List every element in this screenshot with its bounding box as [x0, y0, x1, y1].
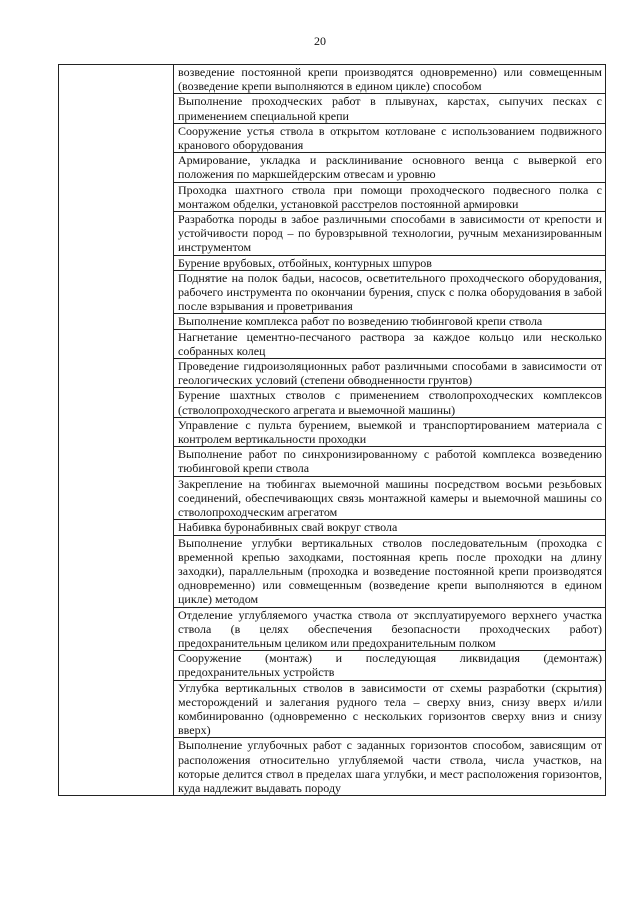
table-cell: [174, 153, 606, 182]
cell-text: Выполнение работ по синхронизированному с работой комплекса возведению тюбинговой крепи ствола: [178, 447, 602, 476]
table-cell: [174, 94, 606, 123]
cell-text: Управление с пульта бурением, выемкой и транспортированием материала с контролем вертикальности проходки: [178, 417, 602, 447]
cell-text: Армирование, укладка и расклинивание основного венца с выверкой его положения по маркшейдерским отвесам и уровню: [178, 153, 602, 182]
table-cell: [174, 314, 606, 329]
cell-text: Разработка породы в забое различными способами в зависимости от крепости и устойчивости пород – по буровзрывной технологии, ручным механизированным инструментом: [178, 212, 602, 255]
table-body: [59, 65, 606, 796]
table-cell: [174, 535, 606, 607]
table-cell: [174, 359, 606, 388]
work-functions-table: [58, 64, 606, 796]
table-cell: [174, 607, 606, 651]
cell-text: Отделение углубляемого участка ствола от эксплуатируемого верхнего участка ствола (в целях обеспечения безопасности проходческих работ) предохранительным целиком или предохранительным полком: [178, 607, 602, 650]
cell-text: Бурение врубовых, отбойных, контурных шпуров: [178, 255, 432, 270]
table-cell: [174, 212, 606, 256]
table-cell: [174, 329, 606, 358]
table-cell: [174, 270, 606, 314]
cell-text: Закрепление на тюбингах выемочной машины посредством восьми резьбовых соединений, обеспечивающих связь монтажной камеры и выемочной машины со стволопроходческим агрегатом: [178, 476, 602, 520]
table-cell: [174, 417, 606, 446]
table-cell: [174, 680, 606, 738]
cell-text: возведение постоянной крепи производятся одновременно) или совмещенным (возведение крепи выполняются в едином цикле) способом: [178, 65, 602, 94]
cell-text: Бурение шахтных стволов с применением стволопроходческих комплексов (стволопроходческого агрегата и выемочной машины): [178, 388, 602, 417]
table-cell: [174, 388, 606, 417]
table-cell: [174, 476, 606, 520]
cell-text: Поднятие на полок бадьи, насосов, осветительного проходческого оборудования, рабочего инструмента по окончании бурения, спуск с полка оборудования в забой после взрывания и проветривания: [178, 270, 602, 314]
table-cell: [174, 123, 606, 152]
cell-text: Сооружение (монтаж) и последующая ликвидация (демонтаж) предохранительных устройств: [178, 651, 602, 680]
cell-text: Углубка вертикальных стволов в зависимости от схемы разработки (скрытия) месторождений и залегания рудного тела – сверху вниз, снизу вверх и/или комбинированно (одновременно с нескольких горизонтов сверху вниз и снизу вверх): [178, 680, 602, 738]
cell-text: Сооружение устья ствола в открытом котловане с использованием подвижного кранового оборудования: [178, 123, 602, 153]
cell-text: Нагнетание цементно-песчаного раствора за каждое кольцо или несколько собранных колец: [178, 329, 602, 358]
cell-text: Выполнение углубки вертикальных стволов последовательным (проходка с временной крепью заходками, постоянная крепь после проходки на длину заходки), параллельным (проходка и возведение постоянной крепи производятся одновременно) или совмещенным (возведение крепи выполняются в едином цикле) методом: [178, 535, 602, 607]
table-cell: [174, 447, 606, 476]
cell-text: Проведение гидроизоляционных работ различными способами в зависимости от геологических условий (степени обводненности грунтов): [178, 359, 602, 388]
table-row: [59, 65, 606, 94]
table-cell: [174, 738, 606, 796]
table-cell: [174, 65, 606, 94]
cell-text: Выполнение комплекса работ по возведению тюбинговой крепи ствола: [178, 314, 543, 329]
cell-text: Проходка шахтного ствола при помощи проходческого подвесного полка с монтажом обделки, установкой расстрелов постоянной армировки: [178, 182, 602, 211]
cell-text: Выполнение углубочных работ с заданных горизонтов способом, зависящим от расположения относительно углубляемой части ствола, числа участков, на которые делится ствол в пределах шага углубки, и мест расположения горизонтов, куда надлежит выдавать породу: [178, 738, 602, 795]
table-cell: [174, 651, 606, 680]
page-number: 20: [314, 34, 326, 48]
cell-text: Выполнение проходческих работ в плывунах, карстах, сыпучих песках с применением специальной крепи: [178, 94, 602, 123]
table-cell: [174, 182, 606, 211]
table-cell: [174, 520, 606, 535]
table-cell: [174, 255, 606, 270]
cell-text: Набивка буронабивных свай вокруг ствола: [178, 520, 398, 535]
left-empty-column: [59, 65, 174, 796]
